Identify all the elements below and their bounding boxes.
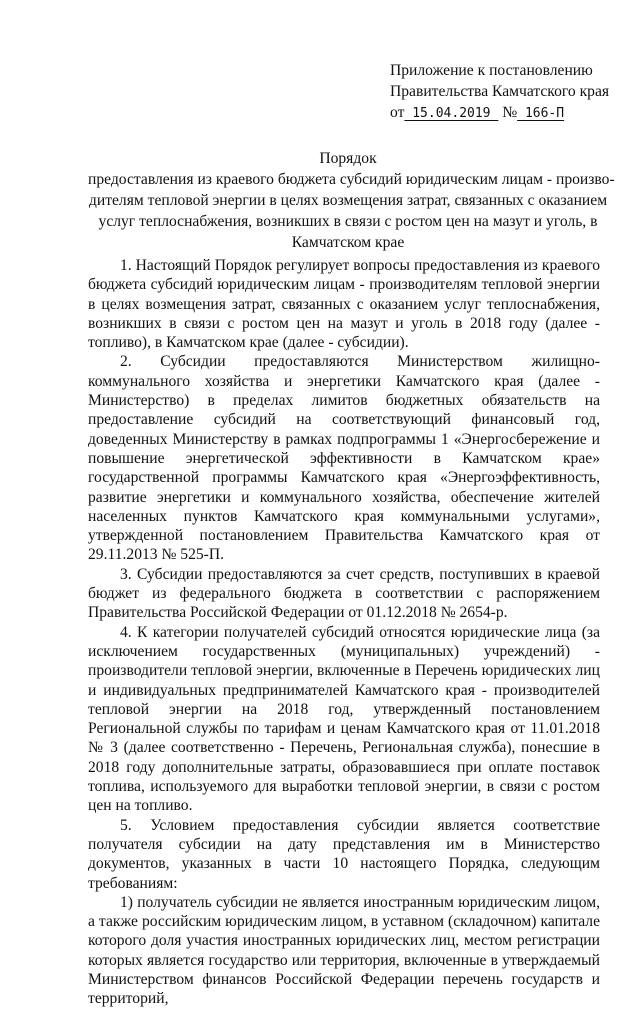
number-value: 166-П: [517, 106, 565, 121]
appendix-header: [390, 60, 630, 124]
title-heading: Порядок: [319, 150, 377, 167]
paragraph-1: 1. Настоящий Порядок регулирует вопросы предоставления из краевого бюджета субсидий юридическим лицам - производителям тепловой энергии в целях возмещения затрат, связанных с оказанием услуг теплоснабжения, возникших в связи с ростом цен на мазут и уголь в 2018 году (далее - топливо), в Камчатском крае (далее - субсидии).: [88, 257, 600, 352]
title-line-2: дителям тепловой энергии в целях возмещения затрат, связанных с оказанием: [88, 192, 608, 209]
paragraph-4: 4. К категории получателей субсидий относятся юридические лица (за исключением государственных (муниципальных) учреждений) - производители тепловой энергии, включенные в Перечень юридических лиц и индивидуальных предпринимателей Камчатского края - производителей тепловой энергии на 2018 год, утвержденный постановлением Региональной службы по тарифам и ценам Камчатского края от 11.01.2018 № 3 (далее соответственно - Перечень, Региональная служба), понесшие в 2018 году дополнительные затраты, образовавшиеся при оплате поставок топлива, используемого для выработки тепловой энергии, в связи с ростом цен на топливо.: [88, 623, 600, 815]
title-line-4: Камчатском крае: [291, 234, 405, 251]
paragraph-2: 2. Субсидии предоставляются Министерством жилищно-коммунального хозяйства и энергетики Камчатского края (далее - Министерство) в пределах лимитов бюджетных обязательств на предоставление субсидий на соответствующий финансовый год, доведенных Министерству в рамках подпрограммы 1 «Энергосбережение и повышение энергетической эффективности в Камчатском крае» государственной программы Камчатского края «Энергоэффективность, развитие энергетики и коммунального хозяйства, обеспечение жителей населенных пунктов Камчатского края коммунальными услугами», утвержденной постановлением Правительства Камчатского края от 29.11.2013 № 525-П.: [88, 353, 600, 564]
paragraph-5-item-1: 1) получатель субсидии не является иностранным юридическим лицом, а также российским юридическим лицом, в уставном (складочном) капитале которого доля участия иностранных юридических лиц, местом регистрации которых является государство или территория, включенные в утверждаемый Министерством финансов Российской Федерации перечень государств и территорий,: [88, 893, 600, 1008]
appendix-line-2: Правительства Камчатского края: [390, 83, 610, 100]
title-line-1: предоставления из краевого бюджета субсидий юридическим лицам - произво-: [88, 171, 615, 188]
date-value: 15.04.2019: [404, 106, 499, 121]
document-title: [88, 148, 615, 253]
paragraph-5: 5. Условием предоставления субсидии является соответствие получателя субсидии на дату представления им в Министерство документов, указанных в части 10 настоящего Порядка, следующим требованиям:: [88, 816, 600, 892]
date-prefix: от: [390, 104, 405, 121]
number-prefix: №: [502, 104, 518, 121]
appendix-date-line: [390, 102, 630, 124]
title-line-3: услуг теплоснабжения, возникших в связи с ростом цен на мазут и уголь, в: [98, 213, 598, 230]
document-body: [88, 256, 600, 1009]
paragraph-3: 3. Субсидии предоставляются за счет средств, поступивших в краевой бюджет из федерального бюджета в соответствии с распоряжением Правительства Российской Федерации от 01.12.2018 № 2654-р.: [88, 565, 600, 622]
appendix-line-1: Приложение к постановлению: [390, 62, 593, 79]
